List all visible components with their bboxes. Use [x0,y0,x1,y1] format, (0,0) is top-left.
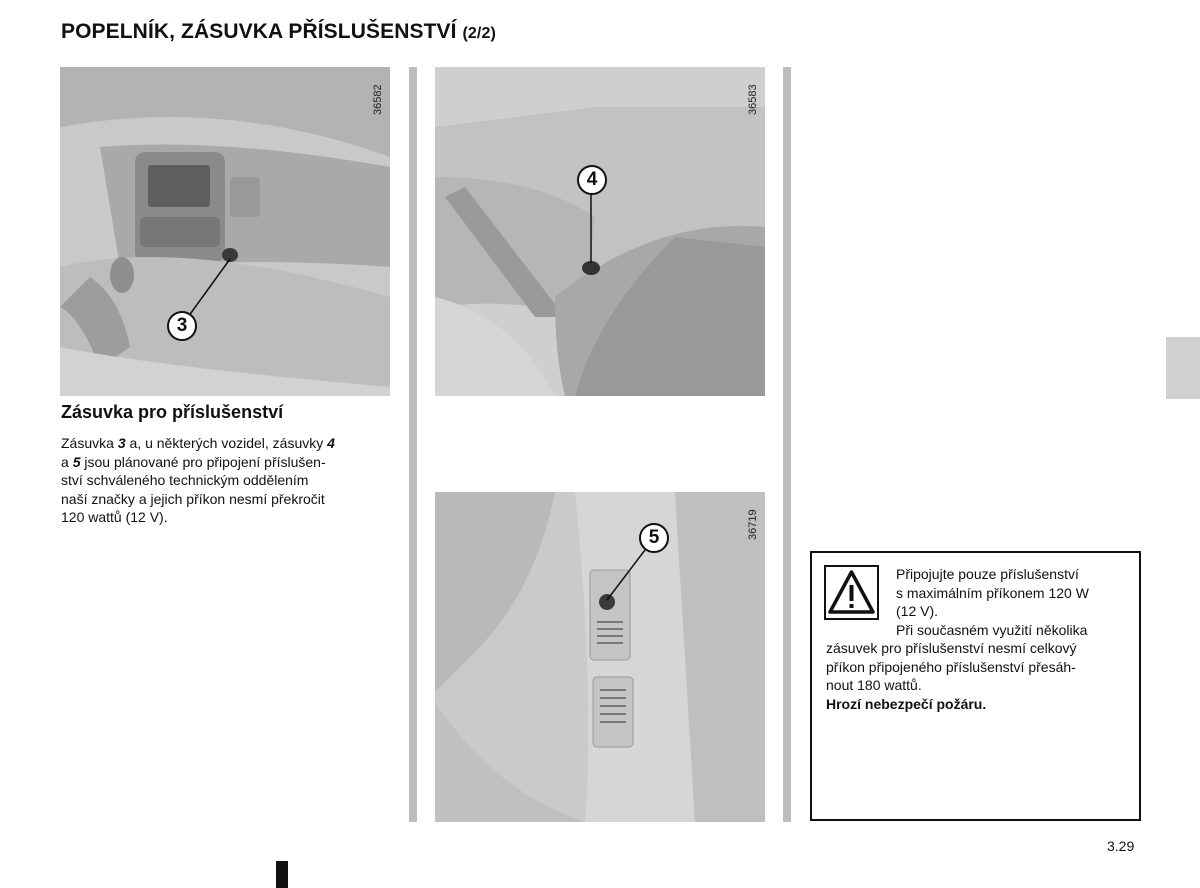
callout-4: 4 [577,165,607,195]
warning-box [810,551,1141,821]
figure-seat-photo [435,67,765,396]
seat-illustration [435,67,765,396]
page-number: 3.29 [1107,838,1135,854]
body-line-5: 120 wattů (12 V). [61,509,168,525]
footer-mark [276,861,288,888]
warning-line-7: nout 180 wattů. [826,677,922,693]
callout-3: 3 [167,311,197,341]
warning-line-1: Připojujte pouze příslušenství [896,566,1079,582]
body-line-4: naší značky a jejich příkon nesmí překročit [61,490,325,507]
warning-line-2: s maximálním příkonem 120 W [896,584,1089,601]
warning-line-4: Při současném využití několika [896,621,1088,638]
section-body [61,434,391,527]
warning-line-5: zásuvek pro příslušenství nesmí celkový [826,640,1077,656]
figure-dashboard-photo [60,67,390,396]
warning-text [826,565,1128,713]
body-line-2: a 5 jsou plánované pro připojení příslušen- [61,453,326,470]
body-line-3: ství schváleného technickým oddělením [61,472,309,488]
page-title-text: POPELNÍK, ZÁSUVKA PŘÍSLUŠENSTVÍ [61,20,457,43]
section-heading: Zásuvka pro příslušenství [61,402,284,422]
warning-line-6: příkon připojeného příslušenství přesáh- [826,658,1076,675]
figure-ref-36719: 36719 [747,509,759,540]
callout-5: 5 [639,523,669,553]
page-title [61,20,496,44]
column-divider-right [783,67,791,822]
figure-ref-36582: 36582 [372,84,384,115]
page-title-suffix: (2/2) [462,25,496,42]
chapter-tab [1166,337,1200,399]
dashboard-illustration [60,67,390,396]
figure-pillar-photo [435,492,765,822]
pillar-illustration [435,492,765,822]
warning-emphasis: Hrozí nebezpečí požáru. [826,695,987,712]
figure-ref-36583: 36583 [747,84,759,115]
warning-line-3: (12 V). [896,603,939,619]
column-divider-left [409,67,417,822]
body-line-1: Zásuvka 3 a, u některých vozidel, zásuvky 4 [61,435,335,451]
